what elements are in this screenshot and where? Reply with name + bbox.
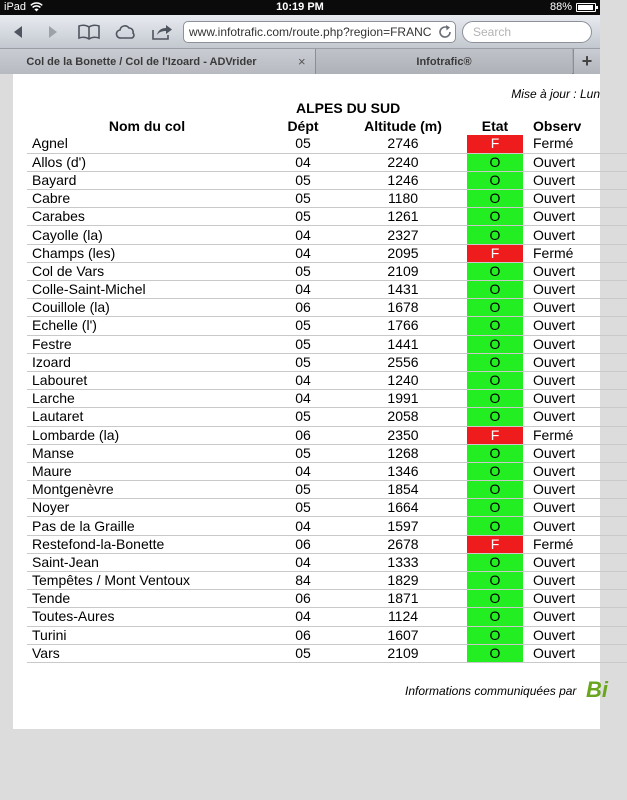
pass-dept: 05 — [267, 171, 339, 189]
clock: 10:19 PM — [276, 1, 324, 13]
tab-label: Col de la Bonette / Col de l'Izoard - ADVrider — [26, 55, 257, 68]
table-row — [27, 226, 627, 244]
pass-altitude: 2678 — [339, 535, 467, 553]
pass-observation: Ouvert — [527, 226, 627, 244]
close-tab-button[interactable]: × — [298, 54, 306, 69]
pass-dept: 04 — [267, 226, 339, 244]
pass-dept: 05 — [267, 408, 339, 426]
pass-name: Larche — [27, 390, 267, 408]
pass-name: Toutes-Aures — [27, 608, 267, 626]
pass-dept: 05 — [267, 499, 339, 517]
pass-altitude: 1431 — [339, 281, 467, 299]
pass-observation: Ouvert — [527, 572, 627, 590]
pass-dept: 04 — [267, 371, 339, 389]
pass-state: O — [467, 590, 523, 608]
tab-bar — [0, 49, 600, 74]
pass-altitude: 1871 — [339, 590, 467, 608]
pass-observation: Ouvert — [527, 353, 627, 371]
pass-dept: 04 — [267, 517, 339, 535]
pass-altitude: 1346 — [339, 462, 467, 480]
header-observation: Observ — [533, 118, 582, 134]
pass-observation: Ouvert — [527, 299, 627, 317]
table-row — [27, 281, 627, 299]
pass-name: Lombarde (la) — [27, 426, 267, 444]
table-row — [27, 353, 627, 371]
reload-icon[interactable] — [437, 24, 453, 40]
pass-dept: 04 — [267, 462, 339, 480]
pass-state: O — [467, 317, 523, 335]
pass-name: Carabes — [27, 208, 267, 226]
pass-altitude: 2109 — [339, 644, 467, 662]
pass-name: Champs (les) — [27, 244, 267, 262]
pass-observation: Ouvert — [527, 335, 627, 353]
pass-dept: 04 — [267, 153, 339, 171]
pass-dept: 05 — [267, 135, 339, 153]
pass-state: O — [467, 262, 523, 280]
pass-name: Labouret — [27, 371, 267, 389]
pass-state: O — [467, 226, 523, 244]
table-row — [27, 262, 627, 280]
table-row — [27, 572, 627, 590]
tab-infotrafic[interactable] — [316, 49, 572, 74]
pass-dept: 04 — [267, 390, 339, 408]
pass-name: Allos (d') — [27, 153, 267, 171]
icloud-tabs-button[interactable] — [113, 21, 139, 43]
table-row — [27, 608, 627, 626]
source-note: Informations communiquées par — [405, 684, 577, 698]
battery-icon — [576, 3, 596, 12]
pass-name: Pas de la Graille — [27, 517, 267, 535]
pass-dept: 04 — [267, 553, 339, 571]
pass-state: F — [467, 135, 523, 153]
pass-observation: Fermé — [527, 426, 627, 444]
pass-state: O — [467, 499, 523, 517]
pass-name: Restefond-la-Bonette — [27, 535, 267, 553]
table-row — [27, 135, 627, 153]
table-row — [27, 153, 627, 171]
pass-observation: Ouvert — [527, 608, 627, 626]
pass-name: Manse — [27, 444, 267, 462]
pass-state: O — [467, 572, 523, 590]
pass-altitude: 2058 — [339, 408, 467, 426]
table-row — [27, 371, 627, 389]
pass-dept: 05 — [267, 317, 339, 335]
pass-name: Echelle (l') — [27, 317, 267, 335]
pass-state: O — [467, 608, 523, 626]
table-row — [27, 481, 627, 499]
pass-dept: 05 — [267, 353, 339, 371]
pass-state: O — [467, 390, 523, 408]
pass-altitude: 2109 — [339, 262, 467, 280]
pass-state: O — [467, 353, 523, 371]
pass-name: Tende — [27, 590, 267, 608]
pass-altitude: 1829 — [339, 572, 467, 590]
table-row — [27, 444, 627, 462]
pass-state: O — [467, 481, 523, 499]
back-button[interactable] — [5, 21, 31, 43]
pass-state: O — [467, 408, 523, 426]
table-row — [27, 535, 627, 553]
pass-altitude: 1333 — [339, 553, 467, 571]
pass-observation: Ouvert — [527, 408, 627, 426]
pass-name: Noyer — [27, 499, 267, 517]
pass-observation: Fermé — [527, 135, 627, 153]
page-content — [13, 74, 608, 729]
table-row — [27, 626, 627, 644]
header-altitude: Altitude (m) — [364, 118, 442, 134]
pass-observation: Ouvert — [527, 190, 627, 208]
pass-state: O — [467, 171, 523, 189]
pass-observation: Ouvert — [527, 553, 627, 571]
pass-altitude: 1664 — [339, 499, 467, 517]
pass-altitude: 1441 — [339, 335, 467, 353]
pass-observation: Ouvert — [527, 626, 627, 644]
back-icon — [11, 25, 25, 39]
pass-state: F — [467, 535, 523, 553]
pass-name: Turini — [27, 626, 267, 644]
pass-dept: 05 — [267, 444, 339, 462]
pass-state: O — [467, 208, 523, 226]
table-row — [27, 553, 627, 571]
table-row — [27, 408, 627, 426]
pass-state: O — [467, 190, 523, 208]
pass-name: Agnel — [27, 135, 267, 153]
pass-altitude: 2746 — [339, 135, 467, 153]
search-input[interactable] — [462, 21, 592, 43]
table-header-row — [27, 118, 627, 135]
pass-state: O — [467, 644, 523, 662]
pass-dept: 05 — [267, 262, 339, 280]
pass-altitude: 2350 — [339, 426, 467, 444]
pass-state: O — [467, 462, 523, 480]
pass-name: Col de Vars — [27, 262, 267, 280]
pass-altitude: 1124 — [339, 608, 467, 626]
pass-altitude: 1240 — [339, 371, 467, 389]
pass-name: Maure — [27, 462, 267, 480]
pass-name: Tempêtes / Mont Ventoux — [27, 572, 267, 590]
pass-dept: 04 — [267, 608, 339, 626]
update-timestamp: Mise à jour : Lun — [511, 87, 600, 101]
region-title: ALPES DU SUD — [296, 100, 401, 116]
pass-state: O — [467, 444, 523, 462]
pass-altitude: 2556 — [339, 353, 467, 371]
pass-altitude: 1678 — [339, 299, 467, 317]
pass-observation: Fermé — [527, 535, 627, 553]
pass-altitude: 1766 — [339, 317, 467, 335]
table-row — [27, 317, 627, 335]
pass-altitude: 2327 — [339, 226, 467, 244]
pass-observation: Ouvert — [527, 499, 627, 517]
pass-observation: Ouvert — [527, 462, 627, 480]
pass-observation: Ouvert — [527, 262, 627, 280]
pass-state: F — [467, 426, 523, 444]
pass-dept: 06 — [267, 535, 339, 553]
pass-observation: Ouvert — [527, 208, 627, 226]
pass-altitude: 2240 — [339, 153, 467, 171]
pass-altitude: 1597 — [339, 517, 467, 535]
pass-altitude: 1246 — [339, 171, 467, 189]
forward-button[interactable] — [40, 21, 66, 43]
pass-name: Cabre — [27, 190, 267, 208]
header-dept: Dépt — [287, 118, 319, 134]
pass-name: Saint-Jean — [27, 553, 267, 571]
table-row — [27, 390, 627, 408]
pass-altitude: 1607 — [339, 626, 467, 644]
pass-state: O — [467, 299, 523, 317]
table-row — [27, 517, 627, 535]
new-tab-button[interactable]: + — [573, 49, 600, 74]
table-row — [27, 590, 627, 608]
battery-percent: 88% — [549, 1, 572, 13]
passes-table — [27, 118, 627, 663]
bookmarks-button[interactable] — [76, 21, 102, 43]
pass-observation: Ouvert — [527, 481, 627, 499]
pass-dept: 06 — [267, 590, 339, 608]
pass-observation: Ouvert — [527, 153, 627, 171]
icloud-icon — [115, 25, 137, 40]
pass-observation: Ouvert — [527, 444, 627, 462]
pass-name: Vars — [27, 644, 267, 662]
pass-name: Cayolle (la) — [27, 226, 267, 244]
pass-dept: 06 — [267, 426, 339, 444]
pass-altitude: 1991 — [339, 390, 467, 408]
share-icon — [151, 24, 173, 40]
device-label: iPad — [4, 1, 27, 13]
pass-state: O — [467, 626, 523, 644]
pass-altitude: 1268 — [339, 444, 467, 462]
pass-dept: 05 — [267, 190, 339, 208]
pass-dept: 05 — [267, 644, 339, 662]
pass-state: O — [467, 153, 523, 171]
pass-altitude: 1261 — [339, 208, 467, 226]
pass-dept: 04 — [267, 244, 339, 262]
pass-observation: Ouvert — [527, 517, 627, 535]
page-bottom-margin — [0, 729, 600, 800]
tab-advrider[interactable] — [0, 49, 316, 74]
pass-state: O — [467, 335, 523, 353]
pass-dept: 05 — [267, 335, 339, 353]
table-row — [27, 208, 627, 226]
pass-observation: Ouvert — [527, 171, 627, 189]
pass-observation: Ouvert — [527, 390, 627, 408]
table-row — [27, 244, 627, 262]
pass-observation: Ouvert — [527, 281, 627, 299]
pass-altitude: 1180 — [339, 190, 467, 208]
pass-state: O — [467, 553, 523, 571]
pass-dept: 04 — [267, 281, 339, 299]
pass-name: Colle-Saint-Michel — [27, 281, 267, 299]
pass-observation: Ouvert — [527, 590, 627, 608]
pass-state: F — [467, 244, 523, 262]
pass-name: Izoard — [27, 353, 267, 371]
pass-state: O — [467, 281, 523, 299]
table-row — [27, 335, 627, 353]
table-row — [27, 171, 627, 189]
status-bar — [0, 0, 600, 15]
source-logo[interactable]: Bi — [586, 677, 608, 702]
address-bar[interactable] — [183, 21, 456, 43]
pass-observation: Ouvert — [527, 371, 627, 389]
table-row — [27, 190, 627, 208]
pass-state: O — [467, 371, 523, 389]
pass-state: O — [467, 517, 523, 535]
pass-dept: 05 — [267, 481, 339, 499]
pass-observation: Ouvert — [527, 317, 627, 335]
header-name: Nom du col — [108, 118, 186, 134]
pass-dept: 84 — [267, 572, 339, 590]
browser-toolbar — [0, 15, 600, 49]
table-row — [27, 499, 627, 517]
address-text: www.infotrafic.com/route.php?region=FRANC — [189, 25, 432, 39]
pass-name: Bayard — [27, 171, 267, 189]
forward-icon — [46, 25, 60, 39]
pass-observation: Ouvert — [527, 644, 627, 662]
header-state: Etat — [481, 118, 509, 134]
tab-label: Infotrafic® — [416, 55, 472, 68]
pass-name: Lautaret — [27, 408, 267, 426]
pass-observation: Fermé — [527, 244, 627, 262]
pass-name: Montgenèvre — [27, 481, 267, 499]
pass-dept: 05 — [267, 208, 339, 226]
table-row — [27, 299, 627, 317]
pass-dept: 06 — [267, 626, 339, 644]
table-row — [27, 426, 627, 444]
pass-dept: 06 — [267, 299, 339, 317]
pass-name: Festre — [27, 335, 267, 353]
bookmarks-icon — [78, 24, 100, 40]
pass-name: Couillole (la) — [27, 299, 267, 317]
table-row — [27, 644, 627, 662]
share-button[interactable] — [149, 21, 175, 43]
pass-altitude: 2095 — [339, 244, 467, 262]
pass-altitude: 1854 — [339, 481, 467, 499]
table-row — [27, 462, 627, 480]
